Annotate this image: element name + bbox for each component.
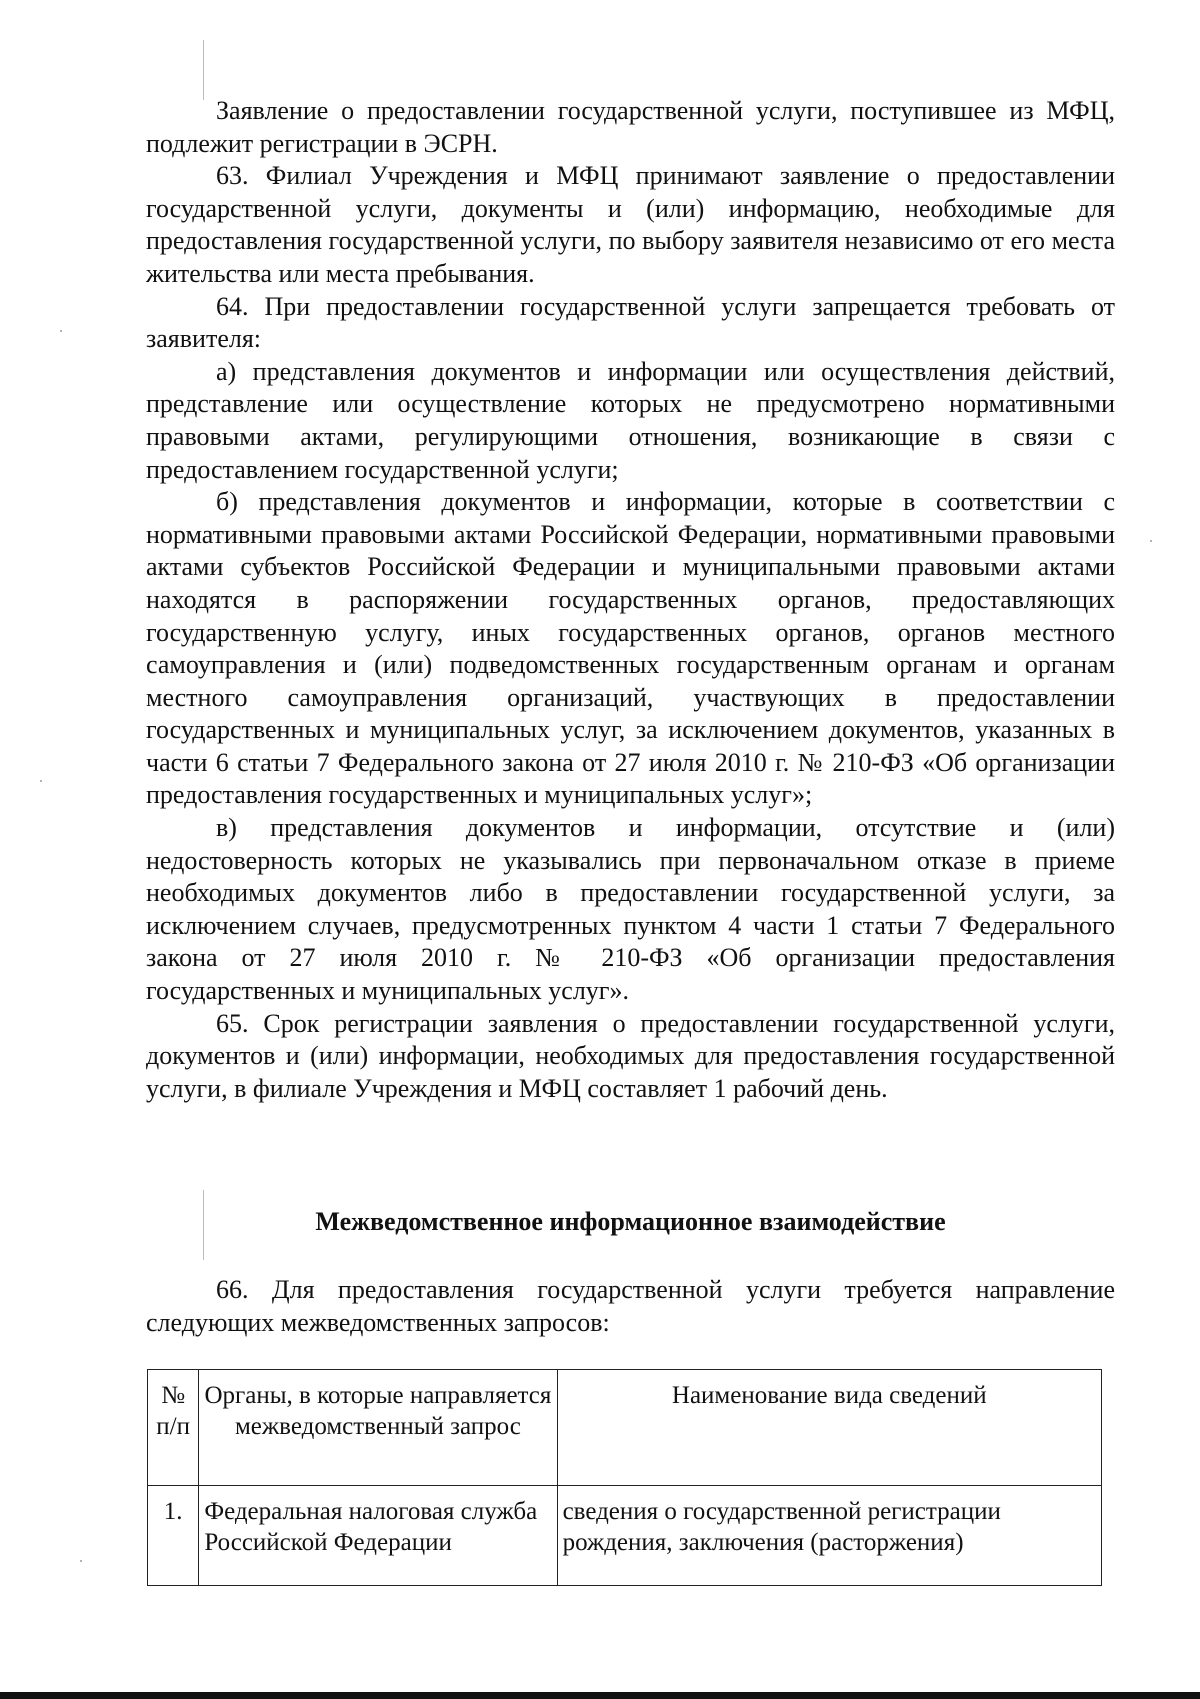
section-title: Межведомственное информационное взаимодействие — [315, 1207, 946, 1236]
interagency-requests-table — [147, 1369, 1102, 1586]
scan-margin-mark — [203, 40, 204, 100]
header-agency: Органы, в которые направляется межведомственный запрос — [199, 1370, 557, 1486]
paragraph-registration: Заявление о предоставлении государственной услуги, поступившее из МФЦ, подлежит регистрации в ЭСРН. — [146, 96, 1115, 158]
scan-margin-mark — [203, 1190, 204, 1260]
paragraph-64-b: б) представления документов и информации, которые в соответствии с нормативными правовыми актами Российской Федерации, нормативными правовыми актами субъектов Российской Федерации и муниципальными правовыми актами находятся в распоряжении государственных органов, предоставляющих государственную услугу, иных государственных органов, органов местного самоуправления и (или) подведомственных государственным органам и органам местного самоуправления организаций, участвующих в предоставлении государственных и муниципальных услуг, за исключением документов, указанных в части 6 статьи 7 Федерального закона от 27 июля 2010 г. № 210-ФЗ «Об организации предоставления государственных и муниципальных услуг»; — [146, 487, 1115, 810]
scan-speck — [40, 780, 42, 782]
paragraph-64-a: а) представления документов и информации или осуществления действий, представление или осуществление которых не предусмотрено нормативными правовыми актами, регулирующими отношения, возникающие в связи с предоставлением государственной услуги; — [146, 356, 1115, 484]
table-row — [148, 1486, 1102, 1586]
cell-number: 1. — [148, 1486, 199, 1586]
scan-speck — [60, 330, 62, 332]
paragraph-64-v: в) представления документов и информации, отсутствие и (или) недостоверность которых не указывались при первоначальном отказе в приеме необходимых документов либо в предоставлении государственной услуги, за исключением случаев, предусмотренных пунктом 4 части 1 статьи 7 Федерального закона от 27 июля 2010 г. № 210-ФЗ «Об организации предоставления государственных и муниципальных услуг». — [146, 813, 1115, 1006]
scan-speck — [1150, 540, 1152, 542]
paragraph-63: 63. Филиал Учреждения и МФЦ принимают заявление о предоставлении государственной услуги, документы и (или) информацию, необходимые для предоставления государственной услуги, по выбору заявителя независимо от его места жительства или места пребывания. — [146, 161, 1115, 288]
table-header-row — [148, 1370, 1102, 1486]
header-number: № п/п — [148, 1370, 199, 1486]
header-info-type: Наименование вида сведений — [557, 1370, 1101, 1486]
scan-bottom-edge — [0, 1692, 1200, 1699]
scan-speck — [80, 1560, 82, 1562]
paragraph-66: 66. Для предоставления государственной услуги требуется направление следующих межведомственных запросов: — [146, 1275, 1115, 1337]
paragraph-65: 65. Срок регистрации заявления о предоставлении государственной услуги, документов и (или) информации, необходимых для предоставления государственной услуги, в филиале Учреждения и МФЦ составляет 1 рабочий день. — [146, 1008, 1115, 1103]
cell-agency: Федеральная налоговая служба Российской Федерации — [199, 1486, 557, 1586]
cell-info-type: сведения о государственной регистрации рождения, заключения (расторжения) — [557, 1486, 1101, 1586]
paragraph-64: 64. При предоставлении государственной услуги запрещается требовать от заявителя: — [146, 291, 1115, 354]
body-text — [146, 95, 1115, 1105]
